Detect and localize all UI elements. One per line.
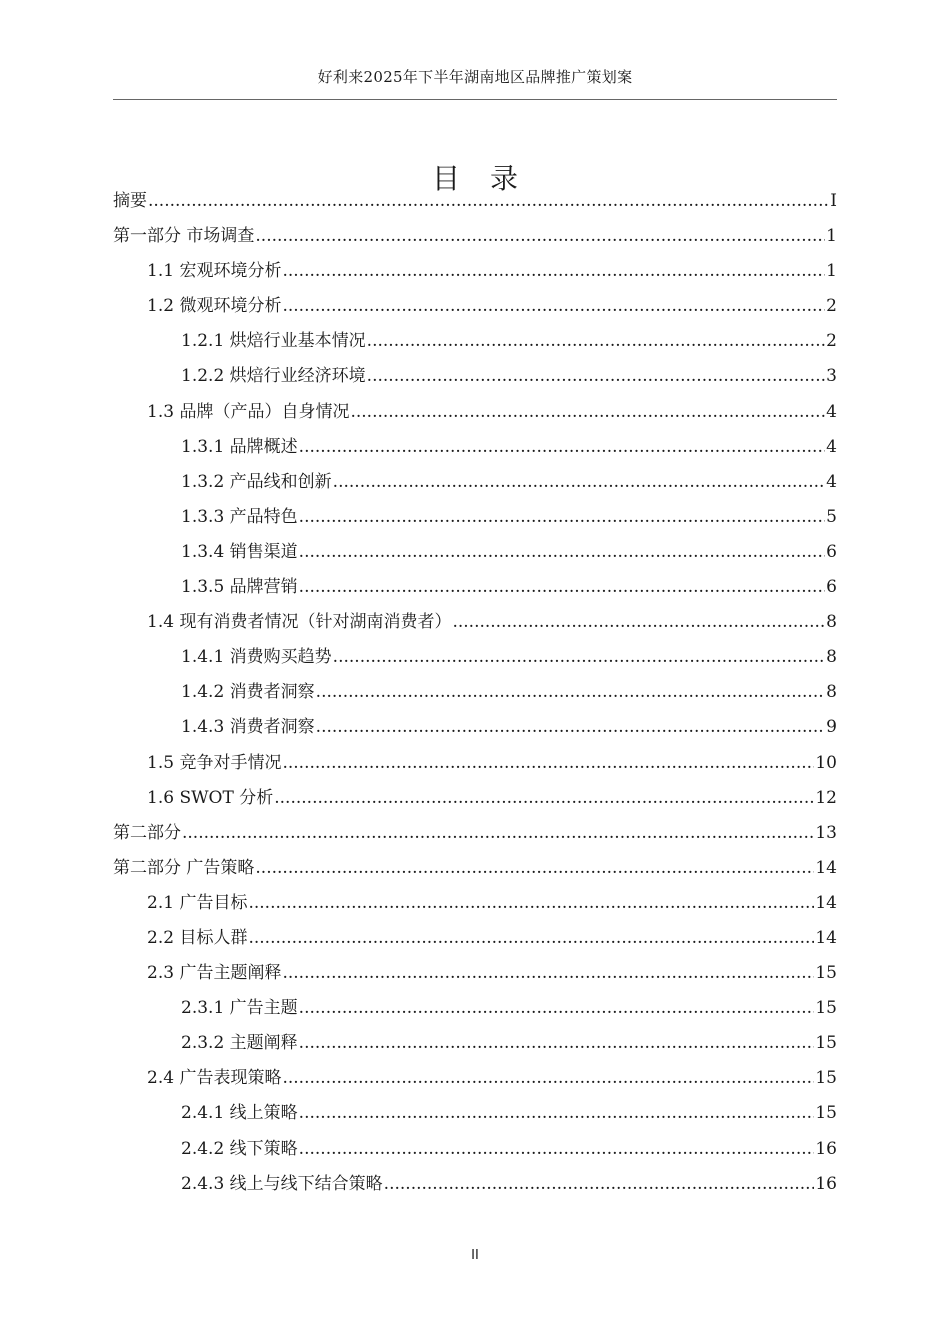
toc-entry[interactable] bbox=[113, 886, 837, 921]
toc-entry-label: 1.4 现有消费者情况（针对湖南消费者） bbox=[147, 612, 452, 633]
toc-entry-page: 15 bbox=[815, 998, 837, 1019]
toc-dot-leader bbox=[248, 921, 814, 956]
toc-dot-leader bbox=[248, 886, 814, 921]
toc-entry[interactable] bbox=[113, 675, 837, 710]
toc-dot-leader bbox=[452, 605, 825, 640]
toc-dot-leader bbox=[282, 1061, 814, 1096]
toc-entry-label: 2.4.1 线上策略 bbox=[181, 1103, 298, 1124]
toc-dot-leader bbox=[299, 430, 826, 465]
toc-dot-leader bbox=[316, 710, 826, 745]
toc-entry-page: 10 bbox=[815, 752, 837, 773]
toc-entry-page: 4 bbox=[826, 471, 837, 492]
toc-dot-leader bbox=[299, 570, 826, 605]
toc-dot-leader bbox=[367, 359, 826, 394]
toc-entry-page: 9 bbox=[826, 717, 837, 738]
page-number: II bbox=[471, 1248, 479, 1263]
toc-entry-page: 8 bbox=[826, 682, 837, 703]
toc-entry[interactable] bbox=[113, 816, 837, 851]
toc-entry[interactable] bbox=[113, 991, 837, 1026]
toc-entry-label: 1.3.3 产品特色 bbox=[181, 506, 298, 527]
toc-entry-label: 2.4.2 线下策略 bbox=[181, 1138, 298, 1159]
toc-dot-leader bbox=[282, 746, 814, 781]
toc-entry[interactable] bbox=[113, 851, 837, 886]
toc-dot-leader bbox=[299, 991, 815, 1026]
header-divider bbox=[113, 99, 837, 100]
toc-entry-page: 1 bbox=[826, 226, 837, 247]
toc-entry[interactable] bbox=[113, 710, 837, 745]
table-of-contents bbox=[113, 184, 837, 1202]
toc-entry-page: 3 bbox=[826, 366, 837, 387]
toc-entry[interactable] bbox=[113, 359, 837, 394]
toc-entry[interactable] bbox=[113, 1167, 837, 1202]
toc-dot-leader bbox=[182, 816, 814, 851]
toc-entry-page: 14 bbox=[815, 857, 837, 878]
toc-entry-page: 4 bbox=[826, 401, 837, 422]
toc-entry-label: 1.2.1 烘焙行业基本情况 bbox=[181, 331, 366, 352]
toc-entry-page: 15 bbox=[815, 1068, 837, 1089]
toc-entry[interactable] bbox=[113, 430, 837, 465]
toc-entry[interactable] bbox=[113, 254, 837, 289]
toc-entry[interactable] bbox=[113, 921, 837, 956]
toc-entry[interactable] bbox=[113, 1026, 837, 1061]
toc-entry-label: 1.6 SWOT 分析 bbox=[147, 787, 274, 808]
toc-entry-label: 1.4.1 消费购买趋势 bbox=[181, 647, 332, 668]
toc-entry-page: 12 bbox=[815, 787, 837, 808]
toc-entry-label: 1.2 微观环境分析 bbox=[147, 296, 282, 317]
toc-entry[interactable] bbox=[113, 956, 837, 991]
toc-entry-label: 第二部分 bbox=[113, 822, 181, 843]
toc-dot-leader bbox=[282, 956, 814, 991]
toc-dot-leader bbox=[299, 500, 826, 535]
toc-dot-leader bbox=[350, 395, 825, 430]
toc-entry[interactable] bbox=[113, 535, 837, 570]
toc-entry-label: 1.3.1 品牌概述 bbox=[181, 436, 298, 457]
toc-entry-page: I bbox=[830, 191, 837, 211]
toc-entry[interactable] bbox=[113, 289, 837, 324]
toc-entry-page: 5 bbox=[826, 506, 837, 527]
toc-dot-leader bbox=[299, 1026, 815, 1061]
toc-dot-leader bbox=[148, 184, 829, 219]
toc-entry[interactable] bbox=[113, 324, 837, 359]
toc-entry-page: 15 bbox=[815, 1033, 837, 1054]
toc-entry-label: 2.3 广告主题阐释 bbox=[147, 963, 282, 984]
toc-dot-leader bbox=[299, 535, 826, 570]
toc-entry-label: 2.3.2 主题阐释 bbox=[181, 1033, 298, 1054]
toc-entry-page: 2 bbox=[826, 296, 837, 317]
toc-dot-leader bbox=[274, 781, 814, 816]
toc-entry-page: 16 bbox=[815, 1173, 837, 1194]
toc-entry[interactable] bbox=[113, 1096, 837, 1131]
toc-entry[interactable] bbox=[113, 605, 837, 640]
toc-entry-page: 15 bbox=[815, 1103, 837, 1124]
toc-dot-leader bbox=[316, 675, 826, 710]
toc-entry-label: 1.3.4 销售渠道 bbox=[181, 541, 298, 562]
toc-entry-page: 16 bbox=[815, 1138, 837, 1159]
toc-entry-page: 6 bbox=[826, 541, 837, 562]
toc-dot-leader bbox=[282, 289, 825, 324]
toc-dot-leader bbox=[299, 1132, 815, 1167]
running-header: 好利来2025年下半年湖南地区品牌推广策划案 bbox=[317, 68, 633, 86]
toc-dot-leader bbox=[299, 1096, 815, 1131]
toc-entry[interactable] bbox=[113, 395, 837, 430]
toc-entry[interactable] bbox=[113, 184, 837, 219]
toc-entry-label: 1.2.2 烘焙行业经济环境 bbox=[181, 366, 366, 387]
toc-entry[interactable] bbox=[113, 781, 837, 816]
toc-dot-leader bbox=[367, 324, 826, 359]
toc-entry-page: 15 bbox=[815, 963, 837, 984]
toc-entry-label: 2.4.3 线上与线下结合策略 bbox=[181, 1173, 383, 1194]
toc-entry[interactable] bbox=[113, 640, 837, 675]
toc-entry-page: 8 bbox=[826, 612, 837, 633]
toc-entry-page: 6 bbox=[826, 577, 837, 598]
toc-entry-page: 14 bbox=[815, 927, 837, 948]
toc-title: 目录 bbox=[431, 161, 548, 195]
toc-dot-leader bbox=[255, 219, 825, 254]
toc-dot-leader bbox=[333, 465, 826, 500]
toc-entry-page: 2 bbox=[826, 331, 837, 352]
toc-entry-page: 8 bbox=[826, 647, 837, 668]
toc-entry[interactable] bbox=[113, 219, 837, 254]
toc-entry-label: 1.1 宏观环境分析 bbox=[147, 261, 282, 282]
toc-entry-label: 2.2 目标人群 bbox=[147, 927, 248, 948]
toc-entry[interactable] bbox=[113, 1132, 837, 1167]
toc-entry-page: 14 bbox=[815, 892, 837, 913]
toc-entry[interactable] bbox=[113, 500, 837, 535]
toc-dot-leader bbox=[282, 254, 825, 289]
toc-entry-page: 1 bbox=[826, 261, 837, 282]
toc-entry-label: 1.4.3 消费者洞察 bbox=[181, 717, 315, 738]
toc-entry[interactable] bbox=[113, 570, 837, 605]
toc-entry-label: 2.4 广告表现策略 bbox=[147, 1068, 282, 1089]
toc-entry-label: 1.5 竞争对手情况 bbox=[147, 752, 282, 773]
toc-entry[interactable] bbox=[113, 746, 837, 781]
toc-entry-page: 4 bbox=[826, 436, 837, 457]
toc-entry-label: 1.3 品牌（产品）自身情况 bbox=[147, 401, 350, 422]
toc-entry-label: 1.3.5 品牌营销 bbox=[181, 577, 298, 598]
toc-entry-page: 13 bbox=[815, 822, 837, 843]
toc-entry[interactable] bbox=[113, 1061, 837, 1096]
toc-entry-label: 2.1 广告目标 bbox=[147, 892, 248, 913]
toc-dot-leader bbox=[255, 851, 814, 886]
toc-entry-label: 1.3.2 产品线和创新 bbox=[181, 471, 332, 492]
toc-entry-label: 摘要 bbox=[113, 191, 147, 211]
toc-dot-leader bbox=[333, 640, 826, 675]
toc-entry-label: 2.3.1 广告主题 bbox=[181, 998, 298, 1019]
toc-entry-label: 1.4.2 消费者洞察 bbox=[181, 682, 315, 703]
toc-dot-leader bbox=[384, 1167, 815, 1202]
toc-entry-label: 第二部分 广告策略 bbox=[113, 857, 255, 878]
toc-entry-label: 第一部分 市场调查 bbox=[113, 226, 255, 247]
toc-entry[interactable] bbox=[113, 465, 837, 500]
